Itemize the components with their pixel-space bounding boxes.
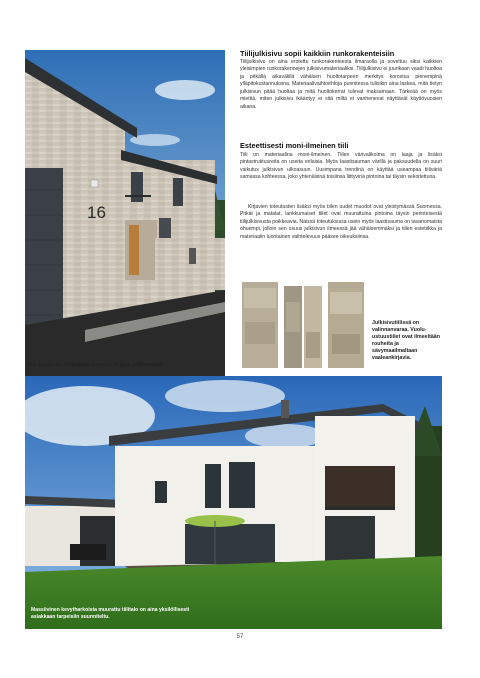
house-number: 16 (87, 203, 106, 222)
bottom-photo-caption: Massiivinen kevytharkoista muurattu tiilitalo on aina yksilöllisesti asiakkaan tarpeisiin suunniteltu. (31, 607, 190, 620)
section2-paragraph2: Kirjavien toteutusten lisäksi myös tiilen uudet muodot ovat yleistymässä Suomessa. Pitkät ja matalat, lankkumaiset tiilet ovat muurattuina pintoina täysin perinteisestä tiilijulkisivusta poikkeavia. Näissä toteutuksissa usein myös laastisauma on tavanomaista ohuempi, jolloin sen osuus julkisivun ilmeessä jää vähäisemmäksi ja tiilen estetiikka ja materiaalin luontainen vaihtelevuus pääsee oikeuksiinsa. (240, 204, 443, 240)
section1-paragraph: Tiilijulkisivu on aina erotettu runkorakenteesta ilmaraolla ja soveltuu siksi kaikkien yleisimpien runkorakennejen julkisivumateriaaliksi. Tiilijulkisivu ei juurikaan vaadi huoltoa ja pitkällä aikavälillä vähäisen huoltotarpeen merkitys korostuu pienempinä ylläpitokustannuksina. Materiaalivaihtoehtoja punnitessa tulisikin aina laskea, mitä tietyn julkisivun pitää huoltaa ja mitä huoltokerrat tulevat maksamaan. Tärkeää on myös miettiä, miten julkisivu ikääntyy ei sitä miltä ei vanhenevat näyttävät käyttövuosien aikana. (240, 59, 442, 110)
house-front-photo (25, 50, 225, 378)
page-number: 57 (236, 634, 244, 640)
tile-samples-caption: Julkisivutiilissä on valinnanvaraa. Vuolu-ustuustiilet ovat ilmeeltään rouheita ja sävymaailmaltaan vaaleankirjavia. (372, 320, 440, 361)
tile-samples-photo (240, 282, 366, 368)
section2-paragraph1: Tiili on materiaalina moni-ilmeinen. Tiilen värivalikoima on laaja ja lisäksi pintastruktuureita on useita erilaisia. Myös laastisauman värillä ja paksuudella on suuri vaikutus julkisivun ulkoasuun. Uusimpana trendinä on käyttää useampaa tiiliväriä samassa kohteessa, joko yhtenäisinä toisiinsa liittyvinä pintoina tai täysin sekoitettuna. (240, 152, 442, 181)
section1-heading: Tiilijulkisivu sopii kaikkiin runkorakenteisiin (240, 49, 395, 58)
top-photo-caption: Utu Vuolu on ilmeeltään kauniin kirjava julkisivutiili. (27, 362, 165, 368)
house-back-photo (25, 376, 442, 629)
section2-heading: Esteettisesti moni-ilmeinen tiili (240, 141, 349, 150)
